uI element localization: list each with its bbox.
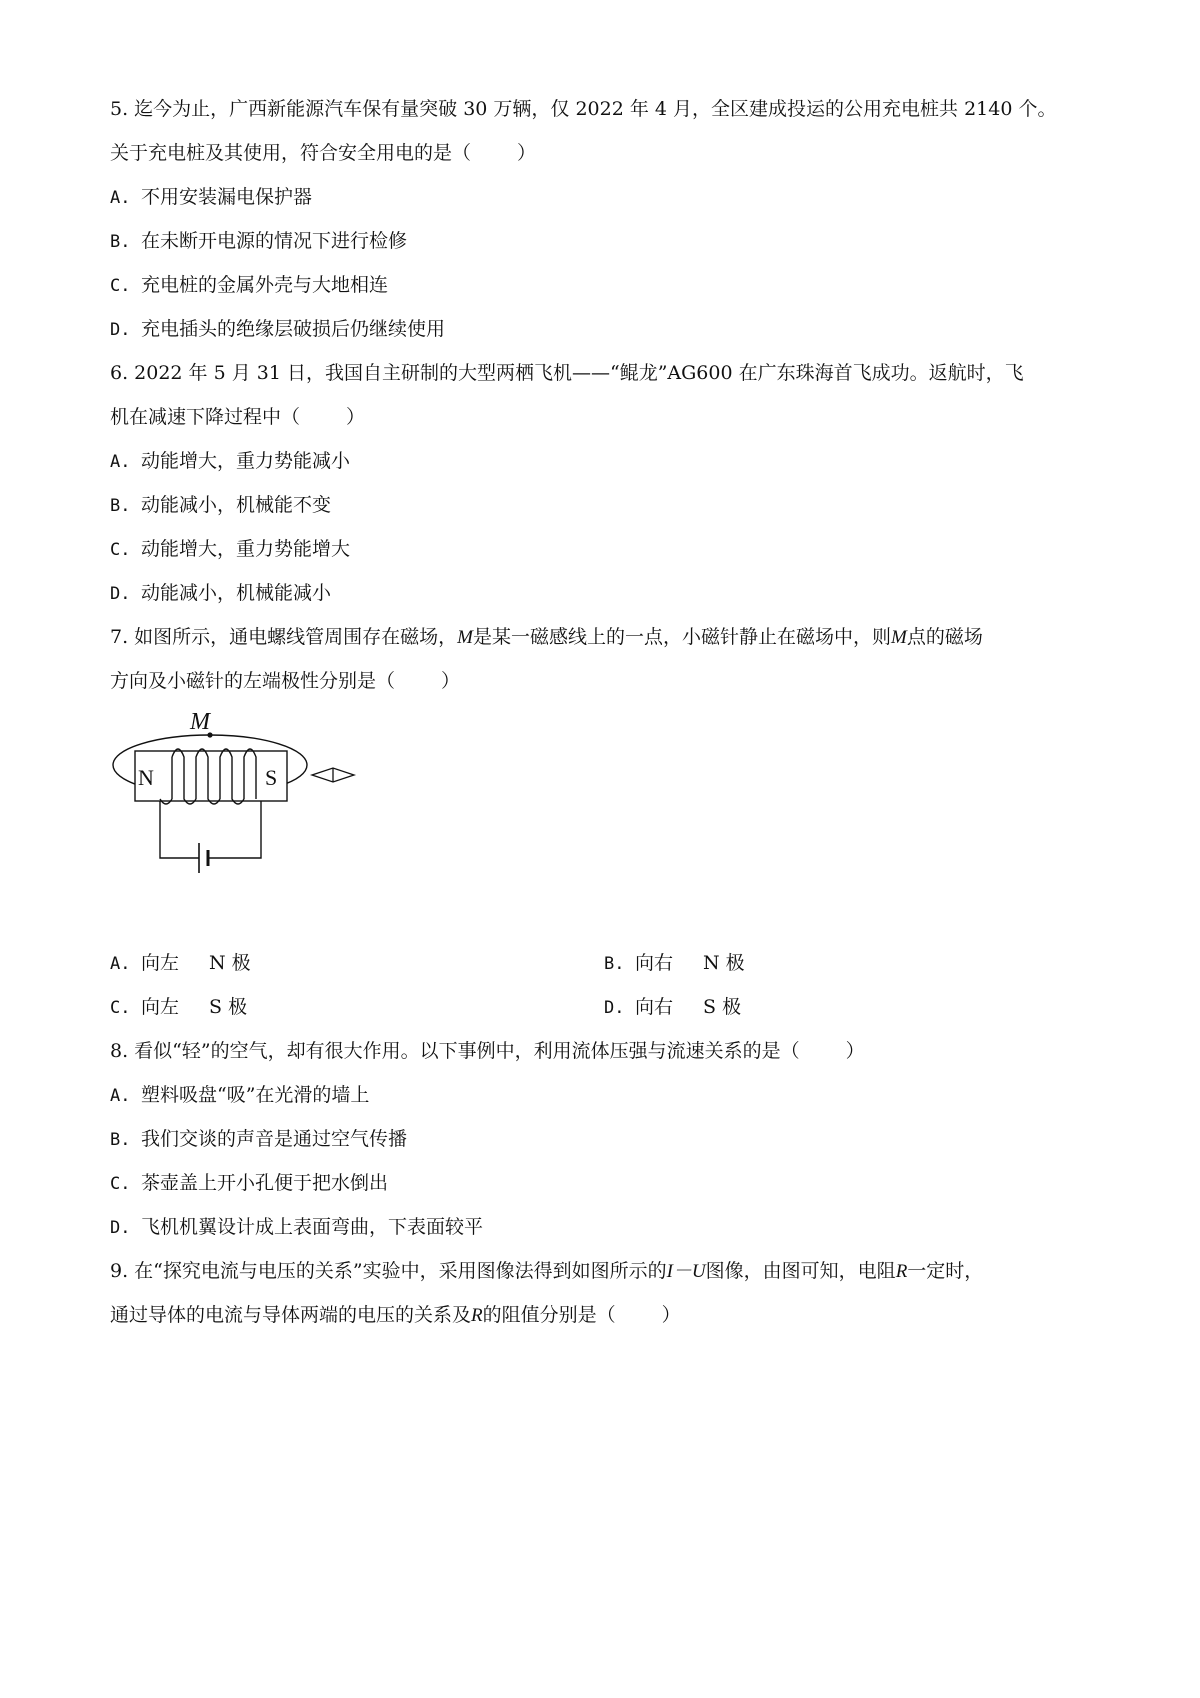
q9-stem-text: 通过导体的电流与导体两端的电压的关系及 [110,1304,472,1326]
option-direction: 向右 [635,996,674,1018]
q5-stem-close: ） [517,142,537,164]
q9-variable-r: R [895,1261,908,1282]
q9-stem-text: 一定时， [907,1260,984,1282]
option-pole: S 极 [209,996,248,1018]
option-letter: C. [110,998,131,1018]
point-m-label: M [190,709,210,735]
q9-variable-iu: I－U [666,1261,706,1282]
option-letter: C. [110,540,131,560]
q7-stem-text: 7. 如图所示，通电螺线管周围存在磁场， [110,626,458,648]
q9-stem-line-1 [110,1258,1100,1285]
q7-option-d [604,994,1084,1021]
q7-stem-text: 方向及小磁针的左端极性分别是（ [110,670,396,692]
option-letter: D. [110,584,131,604]
q7-stem-line-1 [110,624,1100,651]
option-letter: D. [110,1218,131,1238]
option-text: 我们交谈的声音是通过空气传播 [141,1128,408,1150]
option-letter: A. [110,452,131,472]
q8-stem-line-1 [110,1038,1100,1064]
q6-option-c [110,536,1100,563]
option-direction: 向左 [141,952,180,974]
q9-variable-r: R [471,1305,483,1326]
option-text: 动能减小，机械能不变 [141,494,332,516]
q8-option-d [110,1214,1100,1241]
option-text: 动能增大，重力势能减小 [141,450,351,472]
option-text: 充电插头的绝缘层破损后仍继续使用 [141,318,446,340]
option-pole: N 极 [703,952,745,974]
q7-variable-m: M [457,627,473,648]
q6-stem-line-2 [110,404,1100,430]
q7-option-b [604,950,1084,977]
q5-stem-text: 关于充电桩及其使用，符合安全用电的是（ [110,142,472,164]
option-letter: D. [110,320,131,340]
option-direction: 向右 [635,952,674,974]
q9-stem-text: 的阻值分别是（ [482,1304,616,1326]
option-text: 茶壶盖上开小孔便于把水倒出 [141,1172,389,1194]
q9-stem-text: 图像，由图可知，电阻 [705,1260,896,1282]
q7-stem-text: 是某一磁感线上的一点，小磁针静止在磁场中，则 [473,626,892,648]
option-text: 充电桩的金属外壳与大地相连 [141,274,389,296]
q9-stem-text: 9. 在“探究电流与电压的关系”实验中，采用图像法得到如图所示的 [110,1260,667,1282]
q5-stem-line-1: 5. 迄今为止，广西新能源汽车保有量突破 30 万辆，仅 2022 年 4 月，全区建成投运的公用充电桩共 2140 个。 [110,98,1057,120]
q7-variable-m: M [891,627,907,648]
option-letter: C. [110,276,131,296]
option-letter: A. [110,954,131,974]
option-text: 动能减小，机械能减小 [141,582,332,604]
q5-option-b [110,228,1100,255]
q5-option-d [110,316,1100,343]
option-text: 动能增大，重力势能增大 [141,538,351,560]
q8-option-c [110,1170,1100,1197]
option-text: 不用安装漏电保护器 [141,186,313,208]
q6-stem-text: 机在减速下降过程中（ [110,406,301,428]
q7-stem-close: ） [441,670,461,692]
q5-stem-line-2 [110,140,1100,166]
q7-stem-line-2 [110,668,1100,694]
option-pole: S 极 [703,996,742,1018]
q6-stem-close: ） [346,406,366,428]
q6-stem-line-1: 6. 2022 年 5 月 31 日，我国自主研制的大型两栖飞机——“鲲龙”AG600 在广东珠海首飞成功。返航时，飞 [110,362,1024,384]
q5-option-c [110,272,1100,299]
option-letter: A. [110,1086,131,1106]
option-letter: B. [110,1130,131,1150]
solenoid-figure [100,705,400,960]
q9-stem-close: ） [661,1304,681,1326]
n-pole-label: N [138,765,154,790]
q8-stem-close: ） [845,1040,865,1062]
q8-option-b [110,1126,1100,1153]
option-letter: B. [110,496,131,516]
option-text: 飞机机翼设计成上表面弯曲，下表面较平 [141,1216,484,1238]
circuit-wires [160,801,261,858]
option-letter: B. [604,954,625,974]
option-text: 在未断开电源的情况下进行检修 [141,230,408,252]
q6-option-a [110,448,1100,475]
q7-stem-text: 点的磁场 [906,626,983,648]
option-pole: N 极 [209,952,251,974]
s-pole-label: S [265,765,278,790]
option-text: 塑料吸盘“吸”在光滑的墙上 [141,1084,370,1106]
q5-option-a [110,184,1100,211]
q6-option-b [110,492,1100,519]
option-letter: C. [110,1174,131,1194]
option-letter: A. [110,188,131,208]
option-direction: 向左 [141,996,180,1018]
option-letter: B. [110,232,131,252]
q9-stem-line-2 [110,1302,1100,1329]
q8-stem-text: 8. 看似“轻”的空气，却有很大作用。以下事例中，利用流体压强与流速关系的是（ [110,1040,800,1062]
q6-option-d [110,580,1100,607]
q8-option-a [110,1082,1100,1109]
option-letter: D. [604,998,625,1018]
